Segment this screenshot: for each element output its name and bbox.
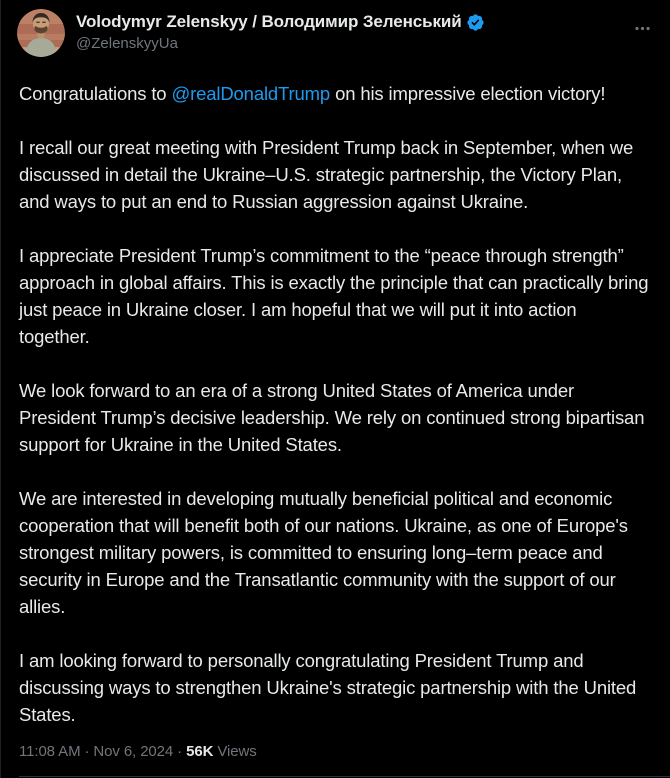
tweet-paragraph-6: I am looking forward to personally congratulating President Trump and discussing ways to strengthen Ukraine's strategic partnership with the United States. — [19, 650, 637, 725]
tweet-meta — [1, 743, 670, 760]
more-options-button[interactable] — [629, 15, 656, 42]
meta-separator: · — [177, 743, 183, 760]
meta-separator: · — [84, 743, 90, 760]
tweet-paragraph-1 — [19, 80, 652, 107]
author-names — [76, 9, 485, 52]
tweet-text — [1, 80, 670, 728]
more-options-icon — [633, 19, 652, 38]
author-handle[interactable]: @ZelenskyyUa — [76, 35, 178, 52]
timestamp-time: 11:08 AM — [19, 743, 81, 760]
profile-photo — [17, 9, 65, 57]
author-display-name[interactable]: Volodymyr Zelenskyy / Володимир Зеленський — [76, 12, 462, 31]
verified-badge-icon — [466, 13, 485, 32]
tweet-paragraph-5: We are interested in developing mutually beneficial political and economic cooperation that will benefit both of our nations. Ukraine, as one of Europe's strongest military powers, is committed to ensuring long–term peace and security in Europe and the Transatlantic community with the support of our allies. — [19, 488, 628, 617]
mention-link[interactable]: @realDonaldTrump — [171, 83, 331, 104]
paragraph-text: Congratulations to — [19, 83, 172, 104]
views-count: 56K — [186, 743, 214, 760]
tweet-header — [1, 0, 670, 57]
tweet-paragraph-2: I recall our great meeting with President Trump back in September, when we discussed in detail the Ukraine–U.S. strategic partnership, the Victory Plan, and ways to put an end to Russian aggression against Ukraine. — [19, 137, 634, 212]
tweet-paragraph-4: We look forward to an era of a strong United States of America under President Trump’s decisive leadership. We rely on continued strong bipartisan support for Ukraine in the United States. — [19, 380, 645, 455]
timestamp-date: Nov 6, 2024 — [93, 743, 174, 760]
bottom-divider — [19, 776, 670, 777]
tweet-paragraph-3: I appreciate President Trump’s commitment to the “peace through strength” approach in global affairs. This is exactly the principle that can practically bring just peace in Ukraine closer. I am hopeful that we will put it into action together. — [19, 245, 649, 347]
views-label: Views — [217, 743, 257, 760]
author-name-row[interactable] — [76, 12, 485, 32]
avatar[interactable] — [17, 9, 65, 57]
paragraph-text: on his impressive election victory! — [330, 83, 606, 104]
